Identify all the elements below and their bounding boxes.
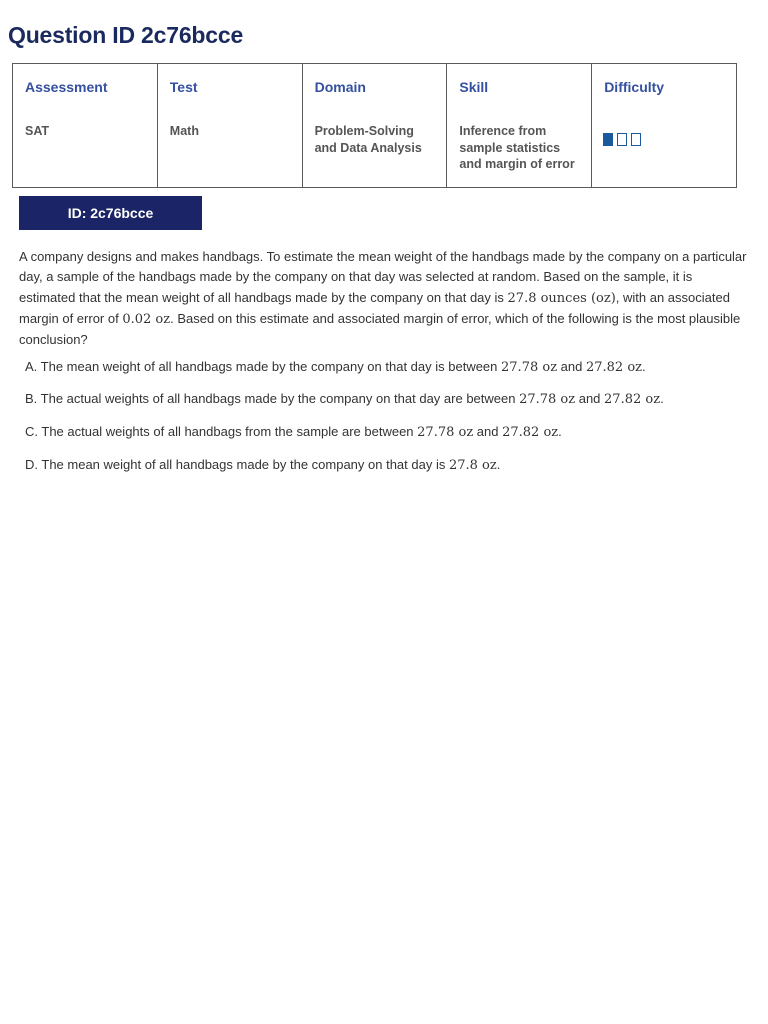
stem-math-1: 27.8 ounces (oz): [507, 290, 616, 306]
skill-value: Inference from sample statistics and margin of error: [459, 124, 575, 171]
difficulty-square-filled: [603, 133, 613, 146]
test-cell: [157, 64, 302, 188]
choice-b-end: .: [660, 391, 664, 406]
question-stem: [19, 247, 747, 350]
question-meta-table: [12, 63, 737, 188]
choice-a-end: .: [642, 359, 646, 374]
choice-a-text: A. The mean weight of all handbags made by the company on that day is between: [25, 359, 502, 374]
assessment-header: Assessment: [25, 79, 108, 95]
choice-b[interactable]: [25, 389, 664, 410]
choice-d-text: D. The mean weight of all handbags made by the company on that day is: [25, 457, 449, 472]
choice-c[interactable]: [25, 422, 562, 443]
choice-d-math-1: 27.8 oz: [448, 458, 497, 473]
difficulty-square-empty: [617, 133, 627, 146]
difficulty-square-empty: [631, 133, 641, 146]
choice-b-text: B. The actual weights of all handbags made by the company on that day are between: [25, 391, 520, 406]
test-header: Test: [169, 79, 198, 95]
page-title: Question ID 2c76bcce: [8, 22, 244, 48]
choice-a-and: and: [557, 359, 586, 374]
skill-header: Skill: [459, 79, 489, 95]
choice-c-math-2: 27.82 oz: [502, 425, 559, 440]
choice-c-end: .: [558, 424, 562, 439]
choice-c-and: and: [473, 424, 503, 439]
choice-c-math-1: 27.78 oz: [417, 425, 474, 440]
choice-b-math-1: 27.78 oz: [519, 392, 576, 407]
choice-d[interactable]: [25, 455, 500, 476]
skill-cell: [447, 64, 592, 188]
choice-b-math-2: 27.82 oz: [604, 392, 661, 407]
test-value: Math: [169, 124, 199, 138]
choice-d-end: .: [496, 457, 501, 472]
assessment-value: SAT: [25, 124, 50, 138]
choice-a-math-1: 27.78 oz: [501, 360, 558, 375]
choice-a[interactable]: [25, 357, 646, 378]
stem-text-3: . Based on this estimate and associated margin of error, which of the following is the most plausible conclusion?: [19, 310, 741, 348]
domain-cell: [302, 64, 447, 188]
difficulty-header: Difficulty: [604, 79, 665, 95]
stem-text-2: , with an associated margin of error of: [19, 289, 730, 326]
difficulty-cell: [592, 64, 737, 188]
id-badge: ID: 2c76bcce: [19, 196, 202, 230]
choice-a-math-2: 27.82 oz: [585, 360, 642, 375]
domain-header: Domain: [314, 79, 366, 95]
domain-value: Problem-Solving and Data Analysis: [314, 124, 422, 155]
choice-c-text: C. The actual weights of all handbags from the sample are between: [25, 424, 418, 439]
stem-text-1: A company designs and makes handbags. To estimate the mean weight of the handbags made by the company on a particular day, a sample of the handbags made by the company on that day was selected at random. Based on the sample, it is estimated that the mean weight of all handbags made by the company on that day is: [19, 249, 747, 305]
assessment-cell: [13, 64, 158, 188]
stem-math-2: 0.02 oz: [122, 311, 171, 327]
choice-b-and: and: [575, 391, 605, 406]
difficulty-indicator: [603, 133, 641, 146]
